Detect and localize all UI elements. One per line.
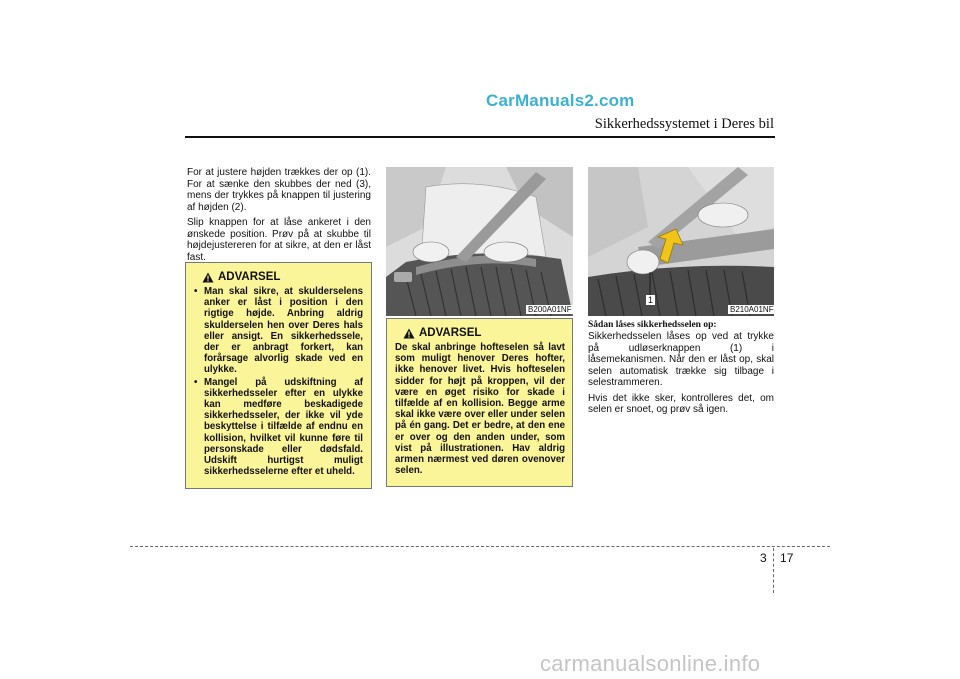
release-paragraph-1: Sikkerhedsselen låses op ved at trykke på udløserknappen (1) i låsemekanismen. Når den er låst op, skal selen automatisk trække sig tilbage i selestrammeren. (588, 331, 774, 388)
warning-box-lap-belt (386, 318, 573, 487)
warning-heading (202, 271, 363, 283)
warning-triangle-icon (403, 328, 415, 339)
warning-list (194, 286, 363, 477)
photo-code: B210A01NF (730, 305, 774, 314)
header-rule (185, 136, 775, 138)
intro-text (187, 167, 371, 263)
warning-heading-label: ADVARSEL (218, 271, 281, 283)
footer-rule (130, 546, 830, 547)
warning-item: • Man skal sikre, at skulderselens anker er låst i position i den rigtige højde. Anbring aldrig skulderselen hen over Deres hals eller ansigt. En sikkerhedssele, der er anbragt forkert, kan forårsage alvorlig skade ved en ulykke. (194, 286, 363, 376)
warning-triangle-icon (202, 272, 214, 283)
warning-heading-label: ADVARSEL (419, 327, 482, 339)
watermark-carmanuals2: CarManuals2.com (486, 91, 635, 110)
warning-heading (403, 327, 565, 339)
belt-release-drawing (588, 167, 774, 316)
lap-belt-drawing (386, 167, 573, 316)
chapter-number: 3 (760, 551, 767, 565)
photo-code: B200A01NF (528, 305, 572, 314)
section-title: Sikkerhedssystemet i Deres bil (594, 116, 774, 132)
warning-item: • Mangel på udskiftning af sikkerhedsseler efter en ulykke kan medføre beskadigede sikkerhedsseler, der ikke vil yde beskyttelse i tilfælde af endnu en kollision, hvilket vil kunne føre til personskade eller dødsfald. Udskift hurtigst muligt sikkerhedsselerne efter et uheld. (194, 377, 363, 478)
page-number-value: 17 (780, 551, 794, 565)
release-paragraph-2: Hvis det ikke sker, kontrolleres det, om selen er snoet, og prøv så igen. (588, 392, 774, 415)
page-number (760, 551, 793, 565)
intro-paragraph-2: Slip knappen for at låse ankeret i den ønskede position. Prøv på at skubbe til højdejustereren for at sikre, at den er låst fast. (187, 217, 371, 263)
intro-paragraph-1: For at justere højden trækkes der op (1). For at sænke den skubbes der ned (3), mens der trykkes på knappen til justering af højden (2). (187, 167, 371, 213)
release-text (588, 320, 774, 416)
warning-box-shoulder-belt (185, 262, 372, 489)
watermark-carmanualsonline: carmanualsonline.info (540, 651, 761, 676)
illustration-lap-belt (386, 167, 573, 316)
release-heading: Sådan låses sikkerhedsselen op: (588, 320, 717, 330)
warning-body: De skal anbringe hofteselen så lavt som muligt henover Deres hofter, ikke henover livet. Hvis hofteselen sidder for højt på kroppen, vil der være en øget risiko for skade i tilfælde af en kollision. Begge arme skal ikke være over eller under selen på én gang. Det er bedre, at den ene er over og den anden under, som vist på illustrationen. Hav aldrig armen nærmest ved døren ovenover selen. (395, 342, 565, 477)
illustration-belt-release (588, 167, 774, 316)
callout-1: 1 (648, 295, 654, 305)
